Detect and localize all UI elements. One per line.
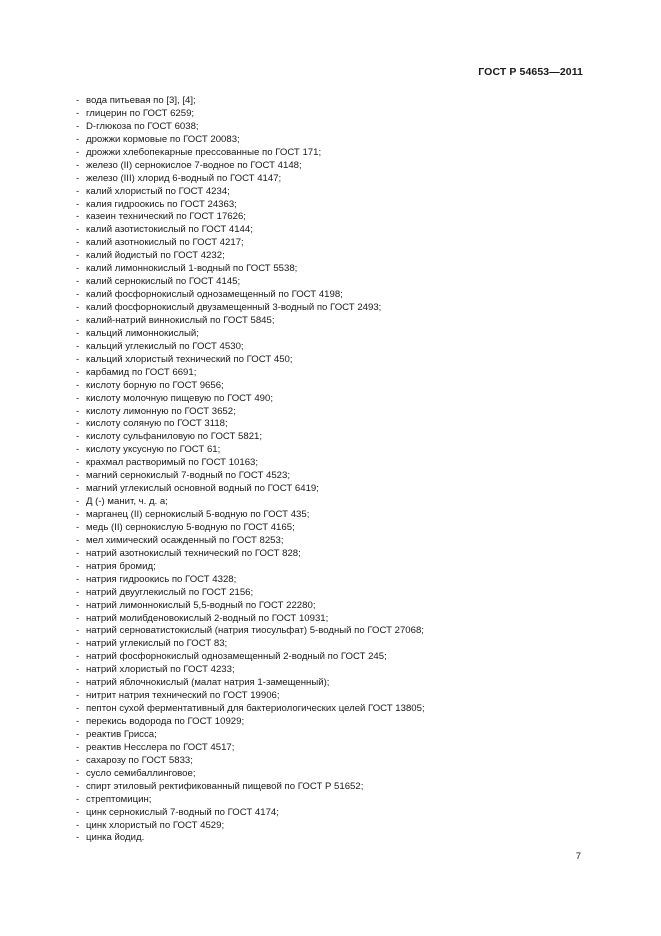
list-item-text: кислоту молочную пищевую по ГОСТ 490; (86, 392, 273, 404)
list-item (76, 664, 596, 677)
list-bullet: - (76, 573, 80, 585)
list-item (76, 794, 596, 807)
list-item (76, 600, 596, 613)
list-item (76, 651, 596, 664)
list-item (76, 677, 596, 690)
list-bullet: - (76, 185, 80, 197)
list-item (76, 703, 596, 716)
list-item-text: натрий азотнокислый технический по ГОСТ 828; (86, 547, 301, 559)
list-item-text: стрептомицин; (86, 793, 152, 805)
list-item-text: кальций углекислый по ГОСТ 4530; (86, 340, 244, 352)
list-item-text: D-глюкоза по ГОСТ 6038; (86, 120, 199, 132)
list-item (76, 328, 596, 341)
list-item-text: калий хлористый по ГОСТ 4234; (86, 185, 230, 197)
list-bullet: - (76, 224, 80, 236)
list-item (76, 729, 596, 742)
list-bullet: - (76, 198, 80, 210)
list-bullet: - (76, 366, 80, 378)
list-bullet: - (76, 599, 80, 611)
list-item-text: калия гидроокись по ГОСТ 24363; (86, 198, 237, 210)
list-item (76, 781, 596, 794)
list-item-text: кальций лимоннокислый; (86, 327, 199, 339)
list-item (76, 457, 596, 470)
list-item (76, 690, 596, 703)
list-bullet: - (76, 560, 80, 572)
list-item-text: казеин технический по ГОСТ 17626; (86, 211, 246, 223)
list-item (76, 483, 596, 496)
list-item (76, 250, 596, 263)
list-bullet: - (76, 832, 80, 844)
list-item-text: калий лимоннокислый 1-водный по ГОСТ 5538; (86, 263, 298, 275)
list-item-text: дрожжи хлебопекарные прессованные по ГОСТ 171; (86, 146, 322, 158)
list-bullet: - (76, 677, 80, 689)
list-item-text: калий азотнокислый по ГОСТ 4217; (86, 237, 244, 249)
list-item (76, 522, 596, 535)
list-bullet: - (76, 159, 80, 171)
list-item-text: кислоту сульфаниловую по ГОСТ 5821; (86, 431, 263, 443)
list-item (76, 470, 596, 483)
list-item (76, 768, 596, 781)
list-bullet: - (76, 263, 80, 275)
list-bullet: - (76, 327, 80, 339)
list-item (76, 263, 596, 276)
list-item-text: натрий углекислый по ГОСТ 83; (86, 638, 228, 650)
list-item-text: реактив Грисса; (86, 728, 157, 740)
list-item (76, 393, 596, 406)
list-item (76, 509, 596, 522)
list-bullet: - (76, 547, 80, 559)
list-bullet: - (76, 625, 80, 637)
list-bullet: - (76, 431, 80, 443)
list-bullet: - (76, 211, 80, 223)
list-item (76, 638, 596, 651)
list-item-text: калий-натрий виннокислый по ГОСТ 5845; (86, 314, 275, 326)
list-item (76, 186, 596, 199)
list-item (76, 444, 596, 457)
list-bullet: - (76, 133, 80, 145)
list-bullet: - (76, 509, 80, 520)
list-item (76, 354, 596, 367)
list-item (76, 302, 596, 315)
list-item-text: вода питьевая по [3], [4]; (86, 95, 196, 106)
list-item-text: реактив Несслера по ГОСТ 4517; (86, 741, 235, 753)
list-bullet: - (76, 690, 80, 702)
list-bullet: - (76, 767, 80, 779)
list-item-text: сусло семибаллинговое; (86, 767, 196, 779)
list-item-text: цинк хлористый по ГОСТ 4529; (86, 819, 225, 831)
list-item (76, 315, 596, 328)
list-item (76, 742, 596, 755)
list-item-text: натрия гидроокись по ГОСТ 4328; (86, 573, 237, 585)
list-item (76, 548, 596, 561)
list-item-text: кислоту уксусную по ГОСТ 61; (86, 444, 221, 456)
list-item-text: калий фосфорнокислый двузамещенный 3-водный по ГОСТ 2493; (86, 302, 382, 313)
list-item (76, 211, 596, 224)
list-item-text: кислоту борную по ГОСТ 9656; (86, 379, 224, 391)
reagent-list (76, 95, 596, 845)
list-item (76, 496, 596, 509)
list-bullet: - (76, 521, 80, 533)
list-bullet: - (76, 612, 80, 624)
list-item-text: магний углекислый основной водный по ГОСТ 6419; (86, 483, 319, 495)
list-bullet: - (76, 95, 80, 106)
list-bullet: - (76, 586, 80, 598)
list-bullet: - (76, 457, 80, 469)
list-item-text: дрожжи кормовые по ГОСТ 20083; (86, 133, 240, 145)
list-item-text: Д (-) манит, ч. д. а; (86, 496, 168, 508)
list-item (76, 625, 596, 638)
list-bullet: - (76, 793, 80, 805)
list-item-text: натрий двууглекислый по ГОСТ 2156; (86, 586, 254, 598)
list-bullet: - (76, 664, 80, 676)
list-bullet: - (76, 353, 80, 365)
list-bullet: - (76, 107, 80, 119)
list-item (76, 367, 596, 380)
list-item (76, 121, 596, 134)
list-bullet: - (76, 651, 80, 663)
list-item-text: магний сернокислый 7-водный по ГОСТ 4523; (86, 470, 291, 482)
list-item (76, 289, 596, 302)
list-item (76, 418, 596, 431)
list-bullet: - (76, 237, 80, 249)
list-item-text: натрий лимоннокислый 5,5-водный по ГОСТ 22280; (86, 599, 316, 611)
list-item-text: нитрит натрия технический по ГОСТ 19906; (86, 690, 280, 702)
list-bullet: - (76, 314, 80, 326)
list-item-text: кислоту соляную по ГОСТ 3118; (86, 418, 228, 430)
list-bullet: - (76, 276, 80, 288)
list-item-text: натрий хлористый по ГОСТ 4233; (86, 664, 235, 676)
list-item-text: кислоту лимонную по ГОСТ 3652; (86, 405, 236, 417)
list-item (76, 276, 596, 289)
list-bullet: - (76, 638, 80, 650)
list-item-text: калий фосфорнокислый однозамещенный по ГОСТ 4198; (86, 289, 343, 301)
list-bullet: - (76, 716, 80, 727)
list-bullet: - (76, 534, 80, 546)
list-item-text: перекись водорода по ГОСТ 10929; (86, 716, 245, 727)
list-bullet: - (76, 172, 80, 184)
list-item-text: натрий молибденовокислый 2-водный по ГОСТ 10931; (86, 612, 329, 624)
list-item (76, 173, 596, 186)
list-bullet: - (76, 483, 80, 495)
list-item-text: натрий серноватистокислый (натрия тиосульфат) 5-водный по ГОСТ 27068; (86, 625, 424, 637)
list-item-text: калий йодистый по ГОСТ 4232; (86, 250, 225, 262)
list-bullet: - (76, 780, 80, 792)
list-item-text: цинк сернокислый 7-водный по ГОСТ 4174; (86, 806, 279, 818)
list-item (76, 95, 596, 108)
list-item (76, 561, 596, 574)
list-item (76, 224, 596, 237)
list-item-text: мел химический осажденный по ГОСТ 8253; (86, 534, 284, 546)
list-item (76, 108, 596, 121)
list-item (76, 755, 596, 768)
list-item-text: железо (III) хлорид 6-водный по ГОСТ 4147; (86, 172, 282, 184)
list-bullet: - (76, 379, 80, 391)
list-item-text: спирт этиловый ректификованный пищевой по ГОСТ Р 51652; (86, 780, 364, 792)
list-item-text: калий сернокислый по ГОСТ 4145; (86, 276, 241, 288)
list-item-text: калий азотистокислый по ГОСТ 4144; (86, 224, 253, 236)
list-item (76, 406, 596, 419)
list-item-text: карбамид по ГОСТ 6691; (86, 366, 197, 378)
list-item (76, 431, 596, 444)
list-item (76, 832, 596, 845)
list-bullet: - (76, 250, 80, 262)
list-bullet: - (76, 819, 80, 831)
list-item-text: натрия бромид; (86, 560, 156, 572)
list-item (76, 716, 596, 729)
list-item-text: крахмал растворимый по ГОСТ 10163; (86, 457, 259, 469)
list-bullet: - (76, 289, 80, 301)
list-bullet: - (76, 392, 80, 404)
list-item (76, 807, 596, 820)
list-item-text: глицерин по ГОСТ 6259; (86, 107, 195, 119)
page-number: 7 (575, 851, 581, 862)
list-item-text: натрий фосфорнокислый однозамещенный 2-водный по ГОСТ 245; (86, 651, 387, 663)
list-item-text: марганец (II) сернокислый 5-водную по ГОСТ 435; (86, 509, 310, 520)
list-item (76, 199, 596, 212)
list-bullet: - (76, 754, 80, 766)
list-bullet: - (76, 418, 80, 430)
list-item-text: кальций хлористый технический по ГОСТ 450; (86, 353, 293, 365)
list-bullet: - (76, 146, 80, 158)
list-item (76, 574, 596, 587)
list-bullet: - (76, 703, 80, 715)
list-item (76, 147, 596, 160)
list-bullet: - (76, 120, 80, 132)
list-item (76, 535, 596, 548)
list-item (76, 380, 596, 393)
list-bullet: - (76, 302, 80, 313)
list-bullet: - (76, 405, 80, 417)
list-bullet: - (76, 741, 80, 753)
list-item-text: медь (II) сернокислую 5-водную по ГОСТ 4165; (86, 521, 295, 533)
list-item-text: железо (II) сернокислое 7-водное по ГОСТ 4148; (86, 159, 302, 171)
list-bullet: - (76, 470, 80, 482)
list-item (76, 820, 596, 833)
list-item (76, 341, 596, 354)
list-item-text: натрий яблочнокислый (малат натрия 1-замещенный); (86, 677, 330, 689)
list-item-text: сахарозу по ГОСТ 5833; (86, 754, 193, 766)
list-item (76, 587, 596, 600)
list-item (76, 237, 596, 250)
list-item (76, 613, 596, 626)
list-bullet: - (76, 444, 80, 456)
list-item-text: цинка йодид. (86, 832, 145, 844)
list-item (76, 134, 596, 147)
document-header: ГОСТ Р 54653—2011 (478, 66, 583, 78)
list-bullet: - (76, 806, 80, 818)
list-bullet: - (76, 728, 80, 740)
list-item (76, 160, 596, 173)
list-bullet: - (76, 340, 80, 352)
list-item-text: пептон сухой ферментативный для бактериологических целей ГОСТ 13805; (86, 703, 425, 715)
list-bullet: - (76, 496, 80, 508)
